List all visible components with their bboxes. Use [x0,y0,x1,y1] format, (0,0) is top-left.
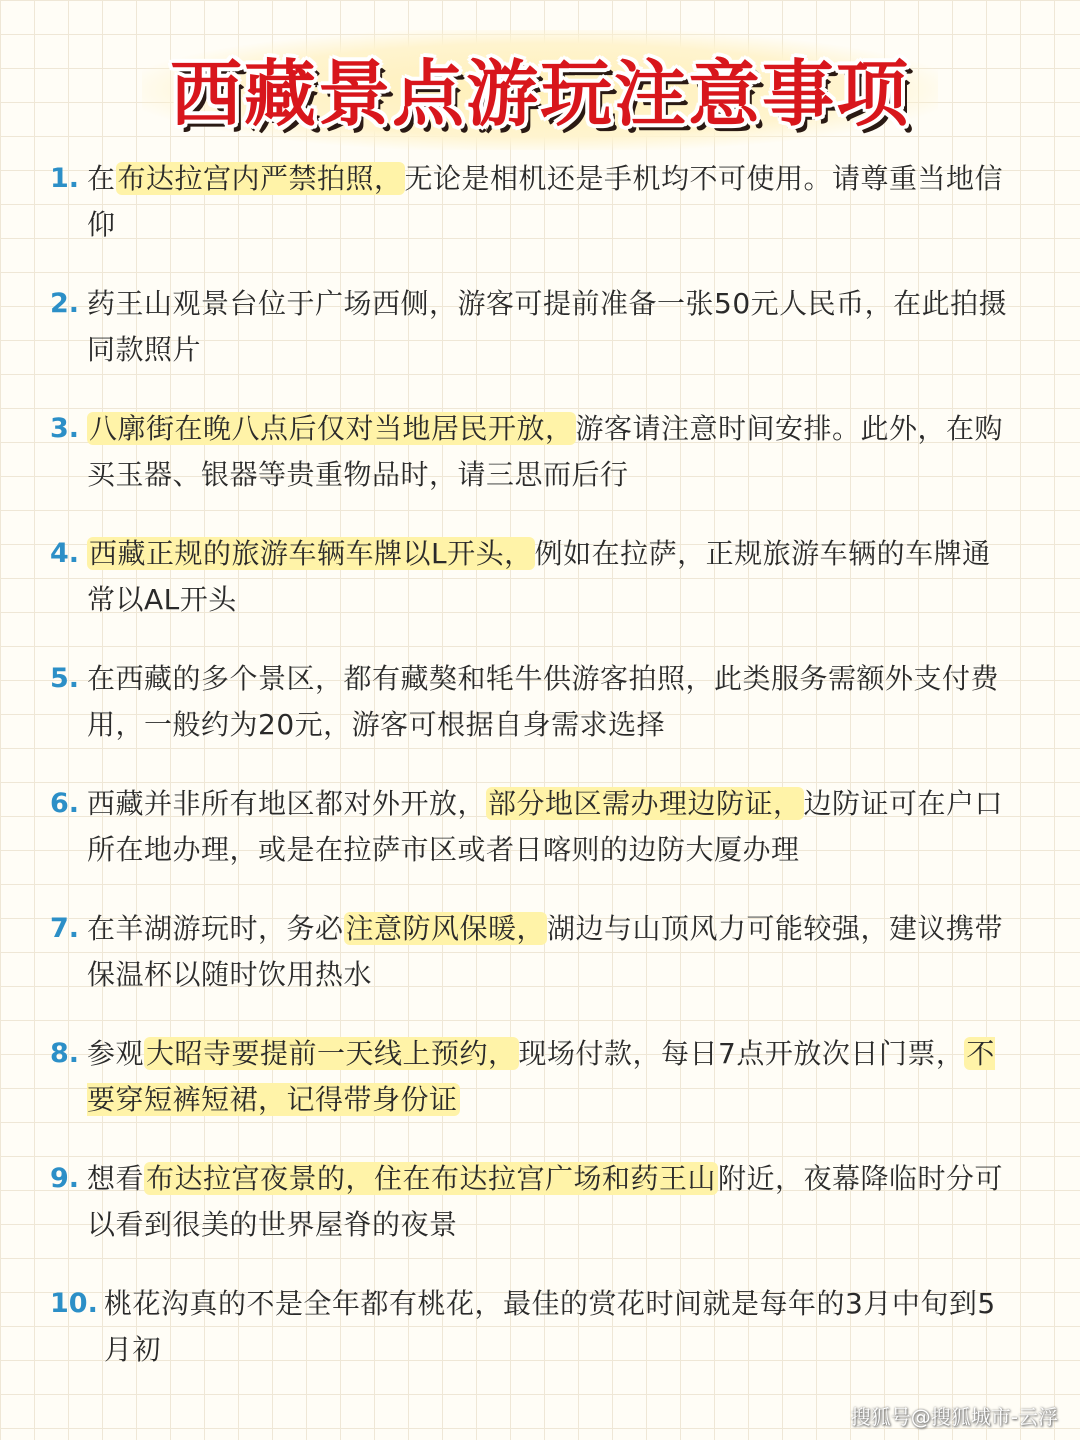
watermark: 搜狐号@搜狐城市-云浮 [850,1405,1058,1429]
page-title: 西藏景点游玩注意事项 [142,30,938,150]
item-text: 西藏正规的旅游车辆车牌以L开头，例如在拉萨，正规旅游车辆的车牌通常以AL开头 [87,537,991,616]
list-item-8 [0,1025,1080,1150]
item-text: 想看布达拉宫夜景的，住在布达拉宫广场和药王山附近，夜幕降临时分可以看到很美的世界屋脊的夜景 [87,1162,1004,1241]
list-item-9 [0,1150,1080,1275]
highlight: 八廓街在晚八点后仅对当地居民开放， [89,412,574,445]
title-banner [0,30,1080,150]
list-item-2 [0,275,1080,400]
list-item-6 [0,775,1080,900]
highlight: 布达拉宫内严禁拍照， [117,162,403,195]
item-text: 西藏并非所有地区都对外开放，部分地区需办理边防证，边防证可在户口所在地办理，或是在拉萨市区或者日喀则的边防大厦办理 [87,787,1004,866]
item-number: 2. [50,288,80,319]
item-text: 在西藏的多个景区，都有藏獒和牦牛供游客拍照，此类服务需额外支付费用，一般约为20元，游客可根据自身需求选择 [87,662,1000,741]
item-text: 八廓街在晚八点后仅对当地居民开放，游客请注意时间安排。此外，在购买玉器、银器等贵重物品时，请三思而后行 [87,412,1004,491]
tips-list [0,150,1080,1400]
list-item-1 [0,150,1080,275]
item-text: 药王山观景台位于广场西侧，游客可提前准备一张50元人民币，在此拍摄同款照片 [87,287,1008,366]
item-number: 4. [50,538,80,569]
item-number: 3. [50,413,80,444]
highlight: 部分地区需办理边防证， [488,787,802,820]
item-number: 6. [50,788,80,819]
item-text: 桃花沟真的不是全年都有桃花，最佳的赏花时间就是每年的3月中旬到5月初 [104,1287,996,1366]
list-item-10 [0,1275,1080,1400]
item-number: 10. [50,1288,98,1319]
highlight: 注意防风保暖， [345,912,546,945]
item-number: 8. [50,1038,80,1069]
list-item-7 [0,900,1080,1025]
list-item-4 [0,525,1080,650]
list-item-5 [0,650,1080,775]
item-number: 7. [50,913,80,944]
item-number: 5. [50,663,80,694]
list-item-3 [0,400,1080,525]
item-text: 在羊湖游玩时，务必注意防风保暖，湖边与山顶风力可能较强，建议携带保温杯以随时饮用热水 [87,912,1004,991]
highlight: 不要穿短裤短裙，记得带身份证 [87,1037,995,1116]
item-text: 在布达拉宫内严禁拍照，无论是相机还是手机均不可使用。请尊重当地信仰 [87,162,1004,241]
item-number: 1. [50,163,80,194]
highlight: 西藏正规的旅游车辆车牌以L开头， [89,537,533,570]
item-number: 9. [50,1163,80,1194]
highlight: 布达拉宫夜景的，住在布达拉宫广场和药王山 [146,1162,717,1195]
item-text: 参观大昭寺要提前一天线上预约，现场付款，每日7点开放次日门票，不要穿短裤短裙，记得带身份证 [87,1037,995,1116]
highlight: 大昭寺要提前一天线上预约， [146,1037,517,1070]
